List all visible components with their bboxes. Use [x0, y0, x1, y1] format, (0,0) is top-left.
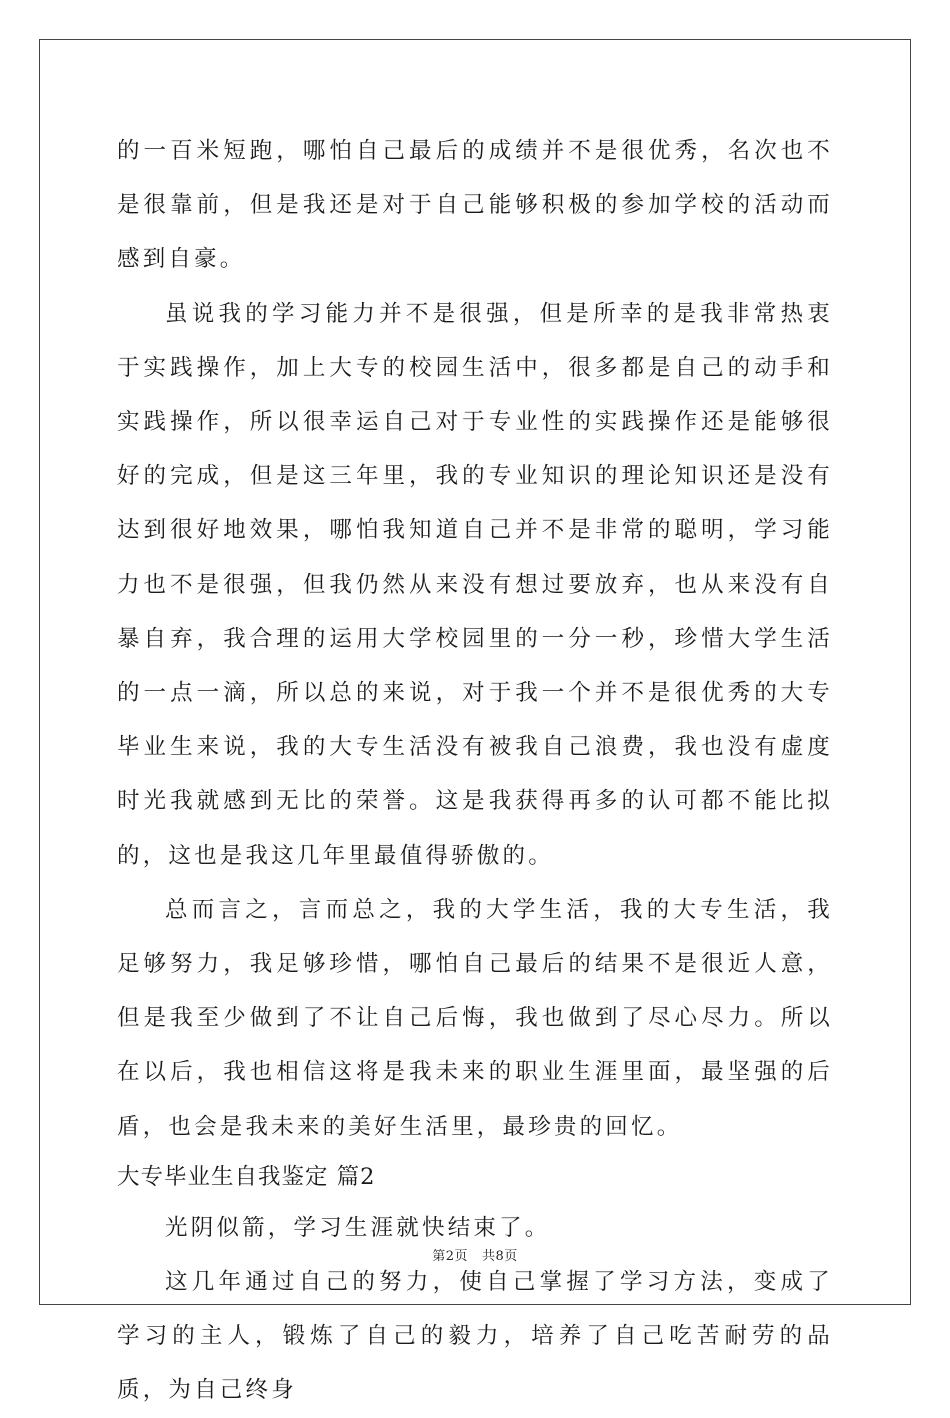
page-number-current: 第2页	[432, 1249, 468, 1264]
page-footer	[0, 1245, 950, 1264]
paragraph-5: 这几年通过自己的努力，使自己掌握了学习方法，变成了学习的主人，锻炼了自己的毅力，培养了自己吃苦耐劳的品质，为自己终身	[117, 1269, 833, 1404]
paragraph-4: 光阴似箭，学习生涯就快结束了。	[165, 1214, 551, 1241]
section-heading: 大专毕业生自我鉴定 篇2	[117, 1163, 376, 1190]
paragraph-1: 的一百米短跑，哪怕自己最后的成绩并不是很优秀，名次也不是很靠前，但是我还是对于自己能够积极的参加学校的活动而感到自豪。	[117, 138, 833, 273]
page-number-total: 共8页	[482, 1249, 518, 1264]
paragraph-2: 虽说我的学习能力并不是很强，但是所幸的是我非常热衷于实践操作，加上大专的校园生活中，很多都是自己的动手和实践操作，所以很幸运自己对于专业性的实践操作还是能够很好的完成，但是这三年里，我的专业知识的理论知识还是没有达到很好地效果，哪怕我知道自己并不是非常的聪明，学习能力也不是很强，但我仍然从来没有想过要放弃，也从来没有自暴自弃，我合理的运用大学校园里的一分一秒，珍惜大学生活的一点一滴，所以总的来说，对于我一个并不是很优秀的大专毕业生来说，我的大专生活没有被我自己浪费，我也没有虚度时光我就感到无比的荣誉。这是我获得再多的认可都不能比拟的，这也是我这几年里最值得骄傲的。	[117, 300, 833, 869]
paragraph-3: 总而言之，言而总之，我的大学生活，我的大专生活，我足够努力，我足够珍惜，哪怕自己最后的结果不是很近人意，但是我至少做到了不让自己后悔，我也做到了尽心尽力。所以在以后，我也相信这将是我未来的职业生涯里面，最坚强的后盾，也会是我未来的美好生活里，最珍贵的回忆。	[117, 896, 833, 1140]
document-body	[117, 124, 833, 1418]
